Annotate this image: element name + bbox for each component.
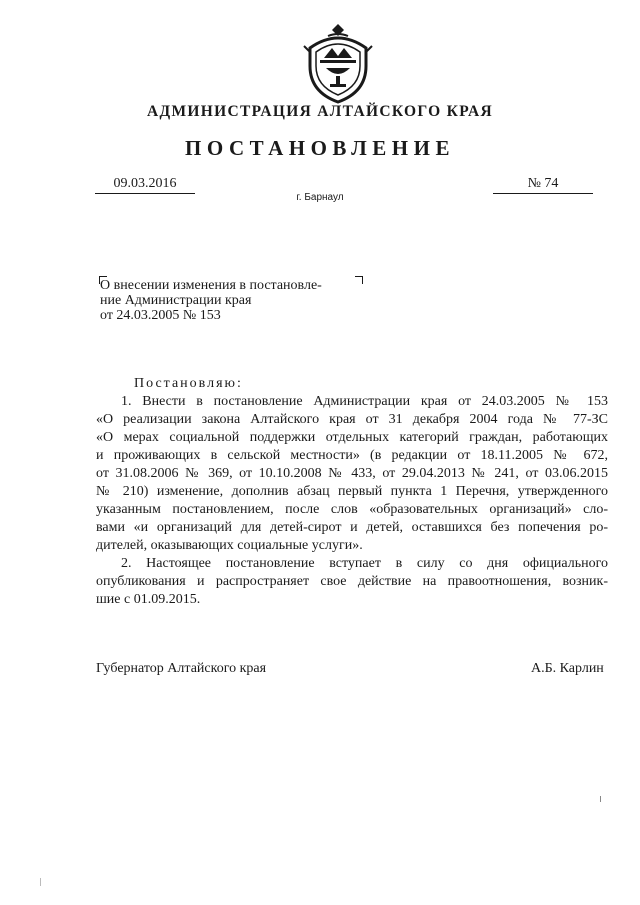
paragraph-line: № 210) изменение, дополнив абзац первый пункта 1 Перечня, утвержденного [96, 484, 608, 499]
paragraph-line: 2. Настоящее постановление вступает в силу со дня официального [121, 556, 608, 571]
paragraph-line: вами «и организаций для детей-сирот и детей, оставшихся без попечения ро- [96, 520, 608, 535]
coat-of-arms-icon [302, 22, 374, 108]
paragraph-line: указанным постановлением, после слов «образовательных организаций» сло- [96, 502, 608, 517]
scan-mark [600, 796, 601, 802]
resolution-intro: Постановляю: [134, 376, 243, 391]
paragraph-line: 1. Внести в постановление Администрации края от 24.03.2005 № 153 [121, 394, 608, 409]
subject-line: ние Администрации края [100, 293, 252, 308]
paragraph-line: от 31.08.2006 № 369, от 10.10.2008 № 433, от 29.04.2013 № 241, от 03.06.2015 [96, 466, 608, 481]
subject-line: О внесении изменения в постановле- [100, 278, 322, 293]
subject-block [100, 278, 362, 323]
paragraph-line: опубликования и распространяет свое действие на правоотношения, возник- [96, 574, 608, 589]
document-number: № 74 [493, 176, 593, 194]
paragraph-line: шие с 01.09.2015. [96, 592, 201, 607]
paragraph-line: «О мерах социальной поддержки отдельных категорий граждан, работающих [96, 430, 608, 445]
subject-line: от 24.03.2005 № 153 [100, 308, 221, 323]
signatory-name: А.Б. Карлин [531, 661, 604, 676]
organization-title: АДМИНИСТРАЦИЯ АЛТАЙСКОГО КРАЯ [147, 103, 493, 120]
document-body [96, 375, 608, 609]
scan-mark [40, 878, 41, 886]
paragraph-line: «О реализации закона Алтайского края от 31 декабря 2004 года № 77-ЗС [96, 412, 608, 427]
signatory-title: Губернатор Алтайского края [96, 661, 267, 676]
paragraph-line: и проживающих в сельской местности» (в редакции от 18.11.2005 № 672, [96, 448, 608, 463]
paragraph-line: дителей, оказывающих социальные услуги». [96, 538, 363, 553]
document-type-heading: ПОСТАНОВЛЕНИЕ [185, 136, 455, 160]
document-date: 09.03.2016 [95, 176, 195, 194]
city-label: г. Барнаул [296, 192, 344, 203]
